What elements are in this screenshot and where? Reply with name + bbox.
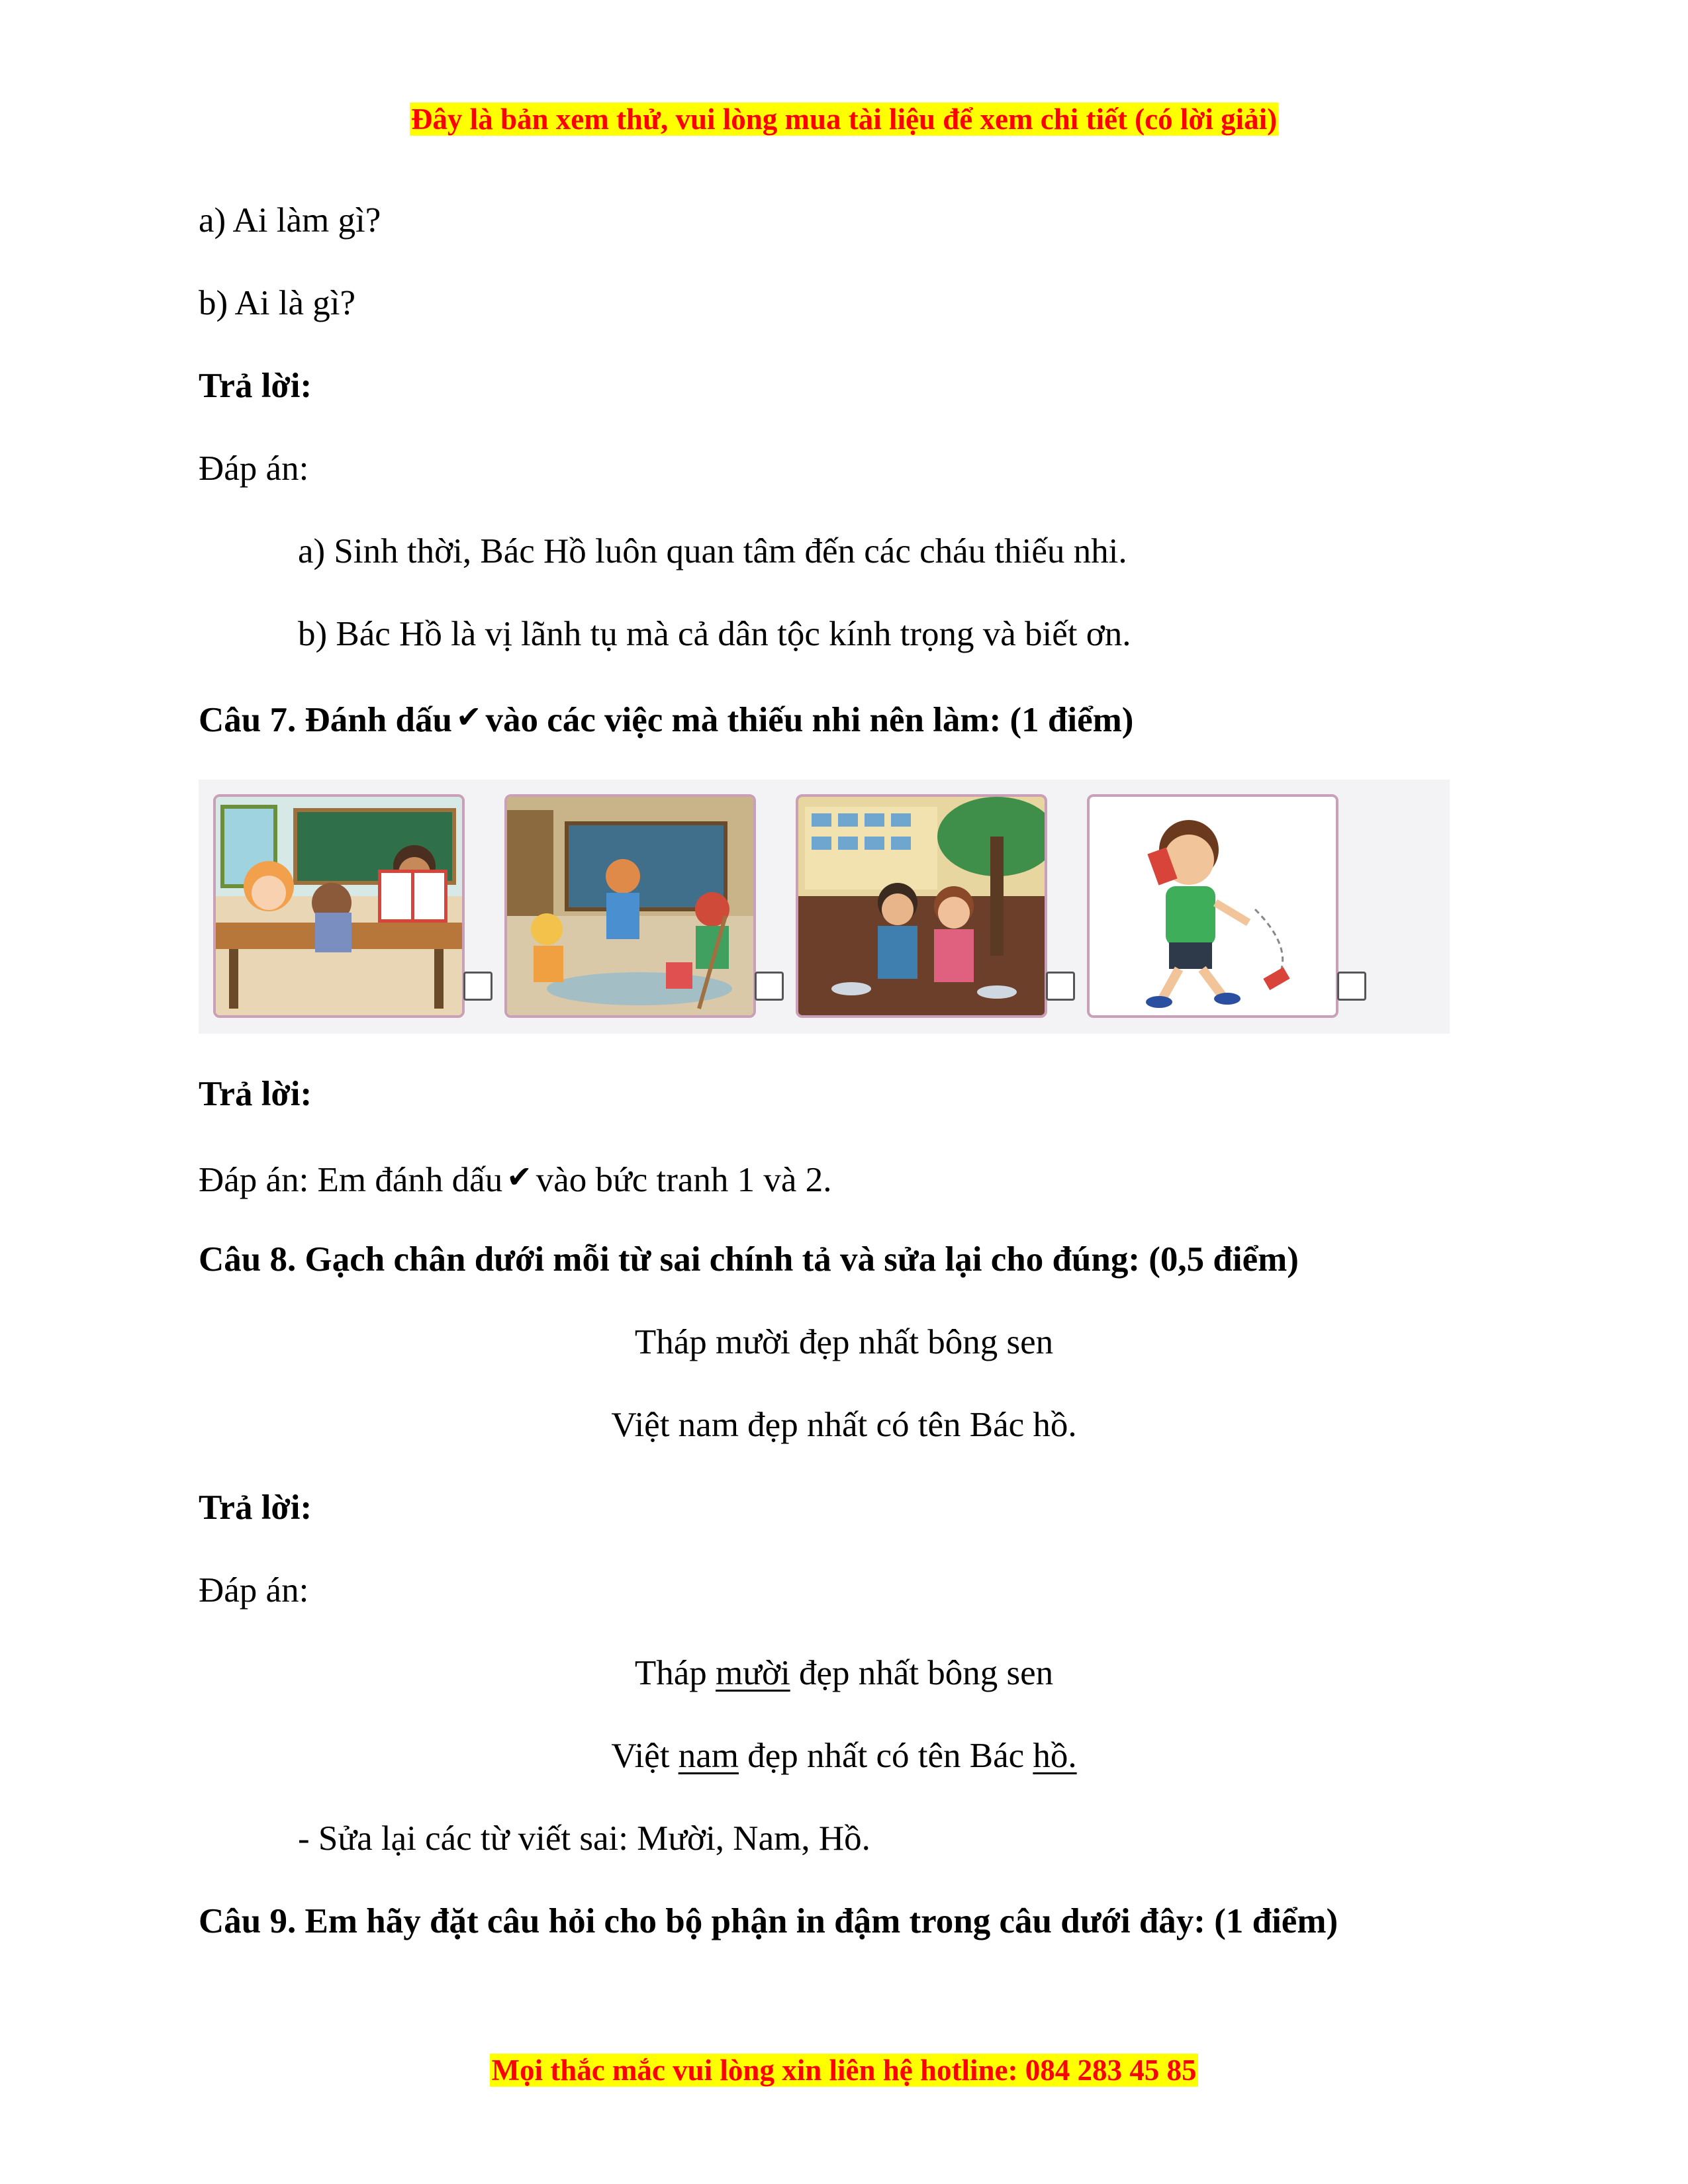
verse-line-1: Tháp mười đẹp nhất bông sen	[634, 1323, 1054, 1361]
question-8-title: Câu 8. Gạch chân dưới mỗi từ sai chính tả và sửa lại cho đúng: (0,5 điểm)	[199, 1240, 1299, 1279]
picture-1-checkbox[interactable]	[463, 972, 492, 1001]
answer-b: b) Bác Hồ là vị lãnh tụ mà cả dân tộc kính trọng và biết ơn.	[298, 615, 1131, 653]
answer-label: Trả lời:	[199, 367, 312, 405]
question-7-title: Câu 7. Đánh dấu ✔ vào các việc mà thiếu nhi nên làm: (1 điểm)	[199, 699, 1134, 739]
underlined-misspelled-word: mười	[716, 1654, 790, 1692]
dap-an-label: Đáp án:	[199, 449, 309, 488]
answer-label: Trả lời:	[199, 1488, 312, 1527]
verse-line-2: Việt nam đẹp nhất có tên Bác hồ.	[611, 1406, 1077, 1444]
check-mark-icon: ✔	[506, 1159, 532, 1195]
students-reading-picture	[213, 794, 465, 1018]
answer-label: Trả lời:	[199, 1075, 312, 1113]
hotline-notice-banner: Mọi thắc mắc vui lòng xin liên hệ hotline: 084 283 45 85	[491, 2054, 1197, 2087]
picture-4-checkbox[interactable]	[1337, 972, 1366, 1001]
question-b: b) Ai là gì?	[199, 284, 355, 322]
check-mark-icon: ✔	[455, 699, 482, 735]
picture-3-checkbox[interactable]	[1046, 972, 1075, 1001]
answer-verse-line-1: Tháp mười đẹp nhất bông sen	[634, 1654, 1054, 1692]
question-9-title: Câu 9. Em hãy đặt câu hỏi cho bộ phận in đậm trong câu dưới đây: (1 điểm)	[199, 1902, 1338, 1940]
boy-littering-picture	[1087, 794, 1338, 1018]
answer-verse-line-2: Việt nam đẹp nhất có tên Bác hồ.	[611, 1737, 1077, 1775]
question-a: a) Ai làm gì?	[199, 201, 381, 240]
correction-text: - Sửa lại các từ viết sai: Mười, Nam, Hồ.	[298, 1819, 870, 1858]
children-cleaning-classroom-picture	[504, 794, 756, 1018]
underlined-misspelled-word: hồ.	[1033, 1737, 1077, 1775]
preview-notice-banner: Đây là bản xem thử, vui lòng mua tài liệu để xem chi tiết (có lời giải)	[410, 103, 1278, 136]
picture-2-checkbox[interactable]	[755, 972, 784, 1001]
answer-a: a) Sinh thời, Bác Hồ luôn quan tâm đến các cháu thiếu nhi.	[298, 532, 1127, 570]
question-7-answer: Đáp án: Em đánh dấu ✔ vào bức tranh 1 và 2.	[199, 1159, 832, 1199]
picture-strip	[199, 780, 1450, 1034]
dap-an-label: Đáp án:	[199, 1571, 309, 1610]
underlined-misspelled-word: nam	[678, 1737, 739, 1775]
children-fighting-picture	[796, 794, 1047, 1018]
